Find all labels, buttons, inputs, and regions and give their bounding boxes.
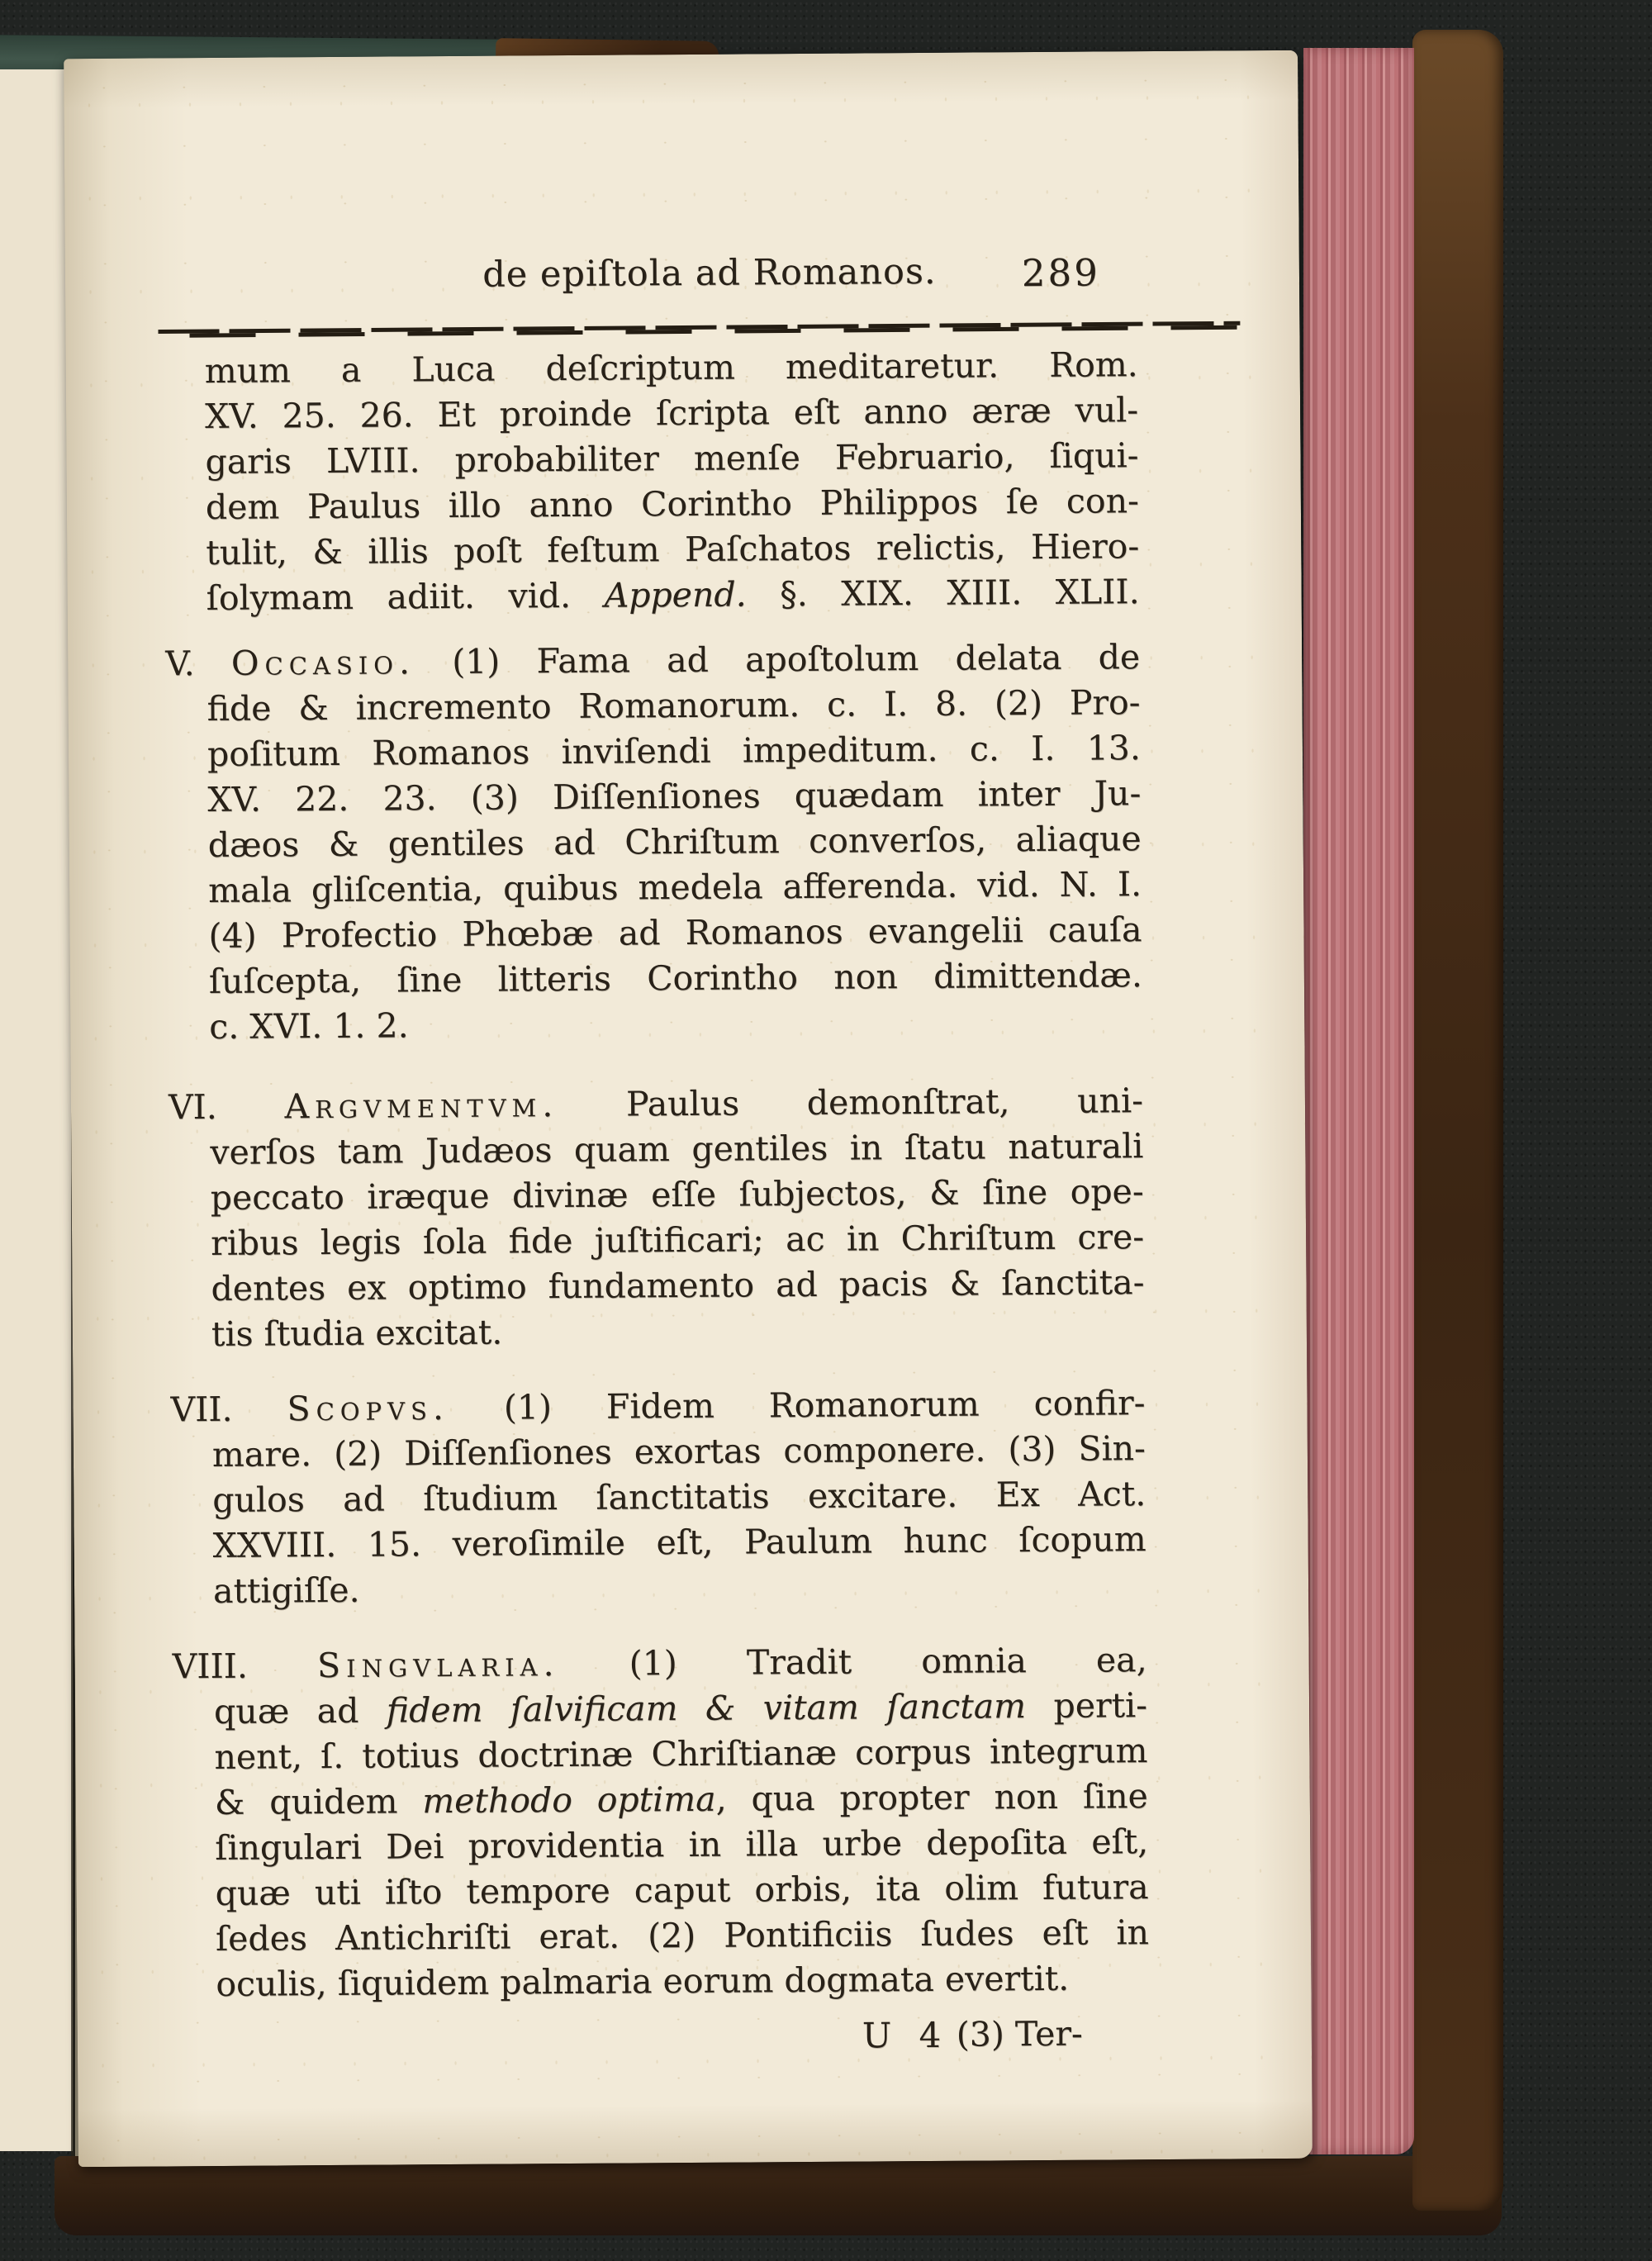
book-page — [64, 50, 1313, 2167]
paragraph — [170, 1380, 1146, 1614]
text-line — [211, 1305, 1145, 1357]
text-segment: XV. 22. 23. (3) Diſſenſiones quædam inter Ju- — [207, 773, 1142, 820]
text-segment: garis LVIII. probabiliter menſe Februario, ſiqui- — [205, 435, 1139, 482]
text-line — [216, 1910, 1149, 1962]
text-segment: oculis, ſiquidem palmaria eorum dogmata evertit. — [216, 1958, 1070, 2005]
text-segment: quæ uti iſto tempore caput orbis, ita olim futura — [215, 1867, 1149, 1914]
text-line — [215, 1864, 1148, 1917]
running-header: de epiſtola ad Romanos. — [482, 250, 937, 296]
header-rule — [158, 321, 1240, 339]
paragraph — [205, 342, 1140, 621]
text-segment: mare. (2) Diſſenſiones exortas componere. (3) Sin- — [211, 1428, 1146, 1475]
text-segment: tulit, & illis poſt feſtum Paſchatos relictis, Hiero- — [206, 526, 1140, 573]
text-line — [215, 1819, 1148, 1871]
text-segment: gulos ad ſtudium ſanctitatis excitare. Ex Act. — [212, 1474, 1146, 1521]
text-line — [205, 433, 1138, 485]
text-line — [211, 1214, 1144, 1266]
text-segment: , qua propter non ſine — [715, 1776, 1148, 1819]
text-segment: XXVIII. 15. veroſimile eſt, Paulum hunc ſcopum — [212, 1519, 1146, 1566]
text-segment: Paulus demonſtrat, uni- — [558, 1081, 1144, 1125]
text-segment: quæ ad — [213, 1690, 387, 1732]
red-stained-fore-edge — [1303, 48, 1414, 2154]
text-line — [209, 998, 1142, 1050]
text-segment: (1) Tradit omnia ea, — [559, 1640, 1147, 1684]
text-segment: tis ſtudia excitat. — [211, 1312, 503, 1355]
leather-cover-bottom-edge — [55, 2156, 1502, 2235]
text-segment: poſitum Romanos inviſendi impeditum. c. I. 13. — [206, 728, 1142, 775]
text-line — [207, 725, 1141, 777]
paragraph — [168, 1078, 1145, 1357]
text-block — [165, 342, 1150, 2063]
italic-phrase: Append. — [604, 574, 747, 615]
text-line — [208, 816, 1142, 868]
leather-cover-right-edge — [1412, 30, 1503, 2211]
text-line — [165, 634, 1140, 686]
text-line — [212, 1426, 1146, 1478]
section-heading: Argvmentvm. — [284, 1085, 559, 1127]
text-segment: V. — [165, 643, 232, 684]
text-segment: attigiſſe. — [212, 1570, 360, 1612]
text-segment: & quidem — [214, 1781, 423, 1823]
page-number: 289 — [1021, 250, 1101, 296]
text-segment: (1) Fama ad apoſtolum delata de — [415, 637, 1141, 682]
text-segment: ſingulari Dei providentia in illa urbe depoſita eſt, — [215, 1822, 1149, 1869]
section-heading: Occasio. — [230, 642, 416, 683]
section-heading: Singvlaria. — [316, 1644, 560, 1686]
text-line — [214, 1728, 1147, 1780]
italic-phrase: fidem ſalvificam & vitam ſanctam — [386, 1686, 1027, 1731]
text-segment: perti- — [1025, 1685, 1148, 1727]
text-line — [210, 1123, 1143, 1176]
text-segment: VII. — [170, 1389, 287, 1430]
text-segment: fide & incremento Romanorum. c. I. 8. (2) Pro- — [206, 682, 1141, 729]
text-segment: verſos tam Judæos quam gentiles in ſtatu naturali — [210, 1126, 1144, 1173]
text-segment: mala gliſcentia, quibus medela afferenda. vid. N. I. — [207, 864, 1142, 911]
text-line — [211, 1169, 1144, 1221]
text-line — [213, 1562, 1146, 1614]
text-segment: peccato iræque divinæ eſſe ſubjectos, & ſine ope- — [210, 1171, 1144, 1218]
text-segment: XV. 25. 26. Et proinde ſcripta eſt anno æræ vul- — [204, 390, 1139, 437]
text-line — [206, 524, 1139, 576]
section-heading: Scopvs. — [287, 1388, 450, 1429]
text-line — [206, 680, 1140, 732]
paragraph — [172, 1637, 1150, 2007]
signature-mark: U 4 — [862, 2014, 950, 2056]
previous-page-sliver — [0, 69, 73, 2151]
paragraph — [165, 634, 1143, 1050]
text-line — [208, 907, 1142, 959]
text-segment: dem Paulus illo anno Corintho Philippos ſe con- — [205, 481, 1140, 528]
text-segment: ſedes Antichriſti erat. (2) Pontificiis ſudes eſt in — [215, 1912, 1150, 1959]
text-line — [211, 1260, 1144, 1312]
text-line — [169, 1078, 1143, 1130]
text-line — [170, 1380, 1145, 1432]
text-line — [216, 1955, 1149, 2007]
text-segment: (1) Fidem Romanorum confir- — [449, 1383, 1146, 1428]
text-segment: ribus legis ſola fide juſtificari; ac in Chriſtum cre- — [210, 1217, 1145, 1264]
text-segment: c. XVI. 1. 2. — [209, 1005, 409, 1047]
text-segment: mum a Luca deſcriptum meditaretur. Rom. — [204, 344, 1138, 392]
text-segment: dæos & gentiles ad Chriſtum converſos, aliaque — [207, 819, 1142, 866]
text-line — [206, 478, 1139, 530]
text-line — [205, 387, 1138, 439]
italic-phrase: methodo optima — [422, 1779, 716, 1822]
text-segment: (4) Profectio Phœbæ ad Romanos evangelii cauſa — [208, 910, 1142, 957]
text-segment: VI. — [168, 1086, 285, 1128]
text-line — [207, 771, 1141, 823]
text-line — [208, 862, 1142, 914]
text-line — [209, 952, 1142, 1005]
text-line — [214, 1683, 1147, 1735]
signature-line — [216, 2011, 1150, 2063]
text-segment: nent, ſ. totius doctrinæ Chriſtianæ corpus integrum — [214, 1731, 1148, 1778]
catchword: (3) Ter- — [956, 2013, 1083, 2054]
text-line — [205, 342, 1138, 394]
text-segment: VIII. — [172, 1646, 318, 1687]
text-line — [173, 1637, 1147, 1689]
text-line — [206, 569, 1139, 621]
text-segment: dentes ex optimo fundamento ad pacis & ſanctita- — [211, 1262, 1145, 1309]
text-line — [212, 1517, 1146, 1569]
text-line — [215, 1774, 1148, 1826]
text-segment: ſolymam adiit. vid. — [206, 575, 605, 619]
text-segment: §. XIX. XIII. XLII. — [746, 572, 1140, 615]
text-line — [212, 1471, 1146, 1523]
text-segment: ſuſcepta, ſine litteris Corintho non dimittendæ. — [208, 955, 1143, 1002]
